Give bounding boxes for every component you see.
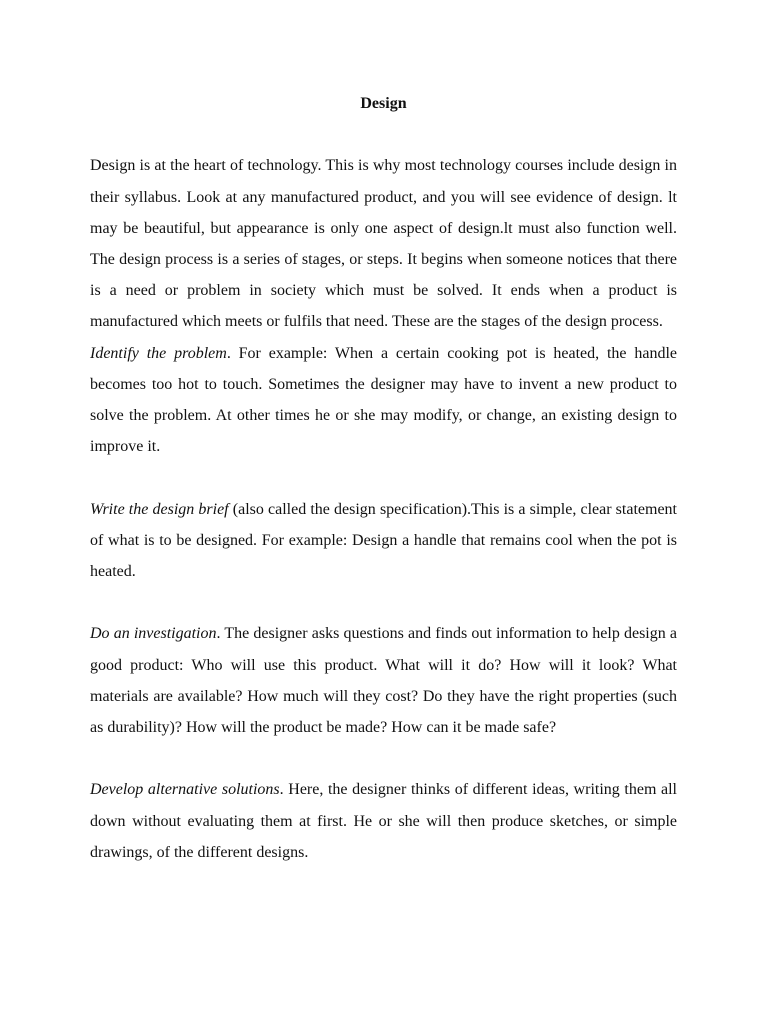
stage-body: . The designer asks questions and finds out information to help design a good product: Who will use this product. What will it do? How will it look? What materials are available? How much will they cost? Do they have the right properties (such as durability)? How will the product be made? How can it be made safe? xyxy=(90,625,677,737)
document-page xyxy=(90,88,677,868)
intro-paragraph: Design is at the heart of technology. This is why most technology courses include design in their syllabus. Look at any manufactured product, and you will see evidence of design. lt may be beautiful, but appearance is only one aspect of design.lt must also function well. The design process is a series of stages, or steps. It begins when someone notices that there is a need or problem in society which must be solved. It ends when a product is manufactured which meets or fulfils that need. These are the stages of the design process. xyxy=(90,157,677,331)
stage-alternative-solutions xyxy=(90,774,677,868)
document-title: Design xyxy=(360,95,407,112)
stage-body: (also called the design specification).This is a simple, clear statement of what is to be designed. For example: Design a handle that remains cool when the pot is heated. xyxy=(90,500,677,581)
stage-body: . For example: When a certain cooking pot is heated, the handle becomes too hot to touch. Sometimes the designer may have to invent a new product to solve the problem. At other times he or she may modify, or change, an existing design to improve it. xyxy=(90,344,678,456)
stage-identify-problem xyxy=(90,338,677,463)
stage-investigation xyxy=(90,618,677,743)
stage-body: . Here, the designer thinks of different ideas, writing them all down without evaluating them at first. He or she will then produce sketches, or simple drawings, of the different designs. xyxy=(90,781,678,861)
stage-design-brief xyxy=(90,494,677,588)
stage-heading: Develop alternative solutions xyxy=(90,781,280,799)
stage-heading: Do an investigation xyxy=(90,625,217,643)
stage-heading: Identify the problem xyxy=(90,344,227,362)
stage-heading: Write the design brief xyxy=(90,500,229,518)
